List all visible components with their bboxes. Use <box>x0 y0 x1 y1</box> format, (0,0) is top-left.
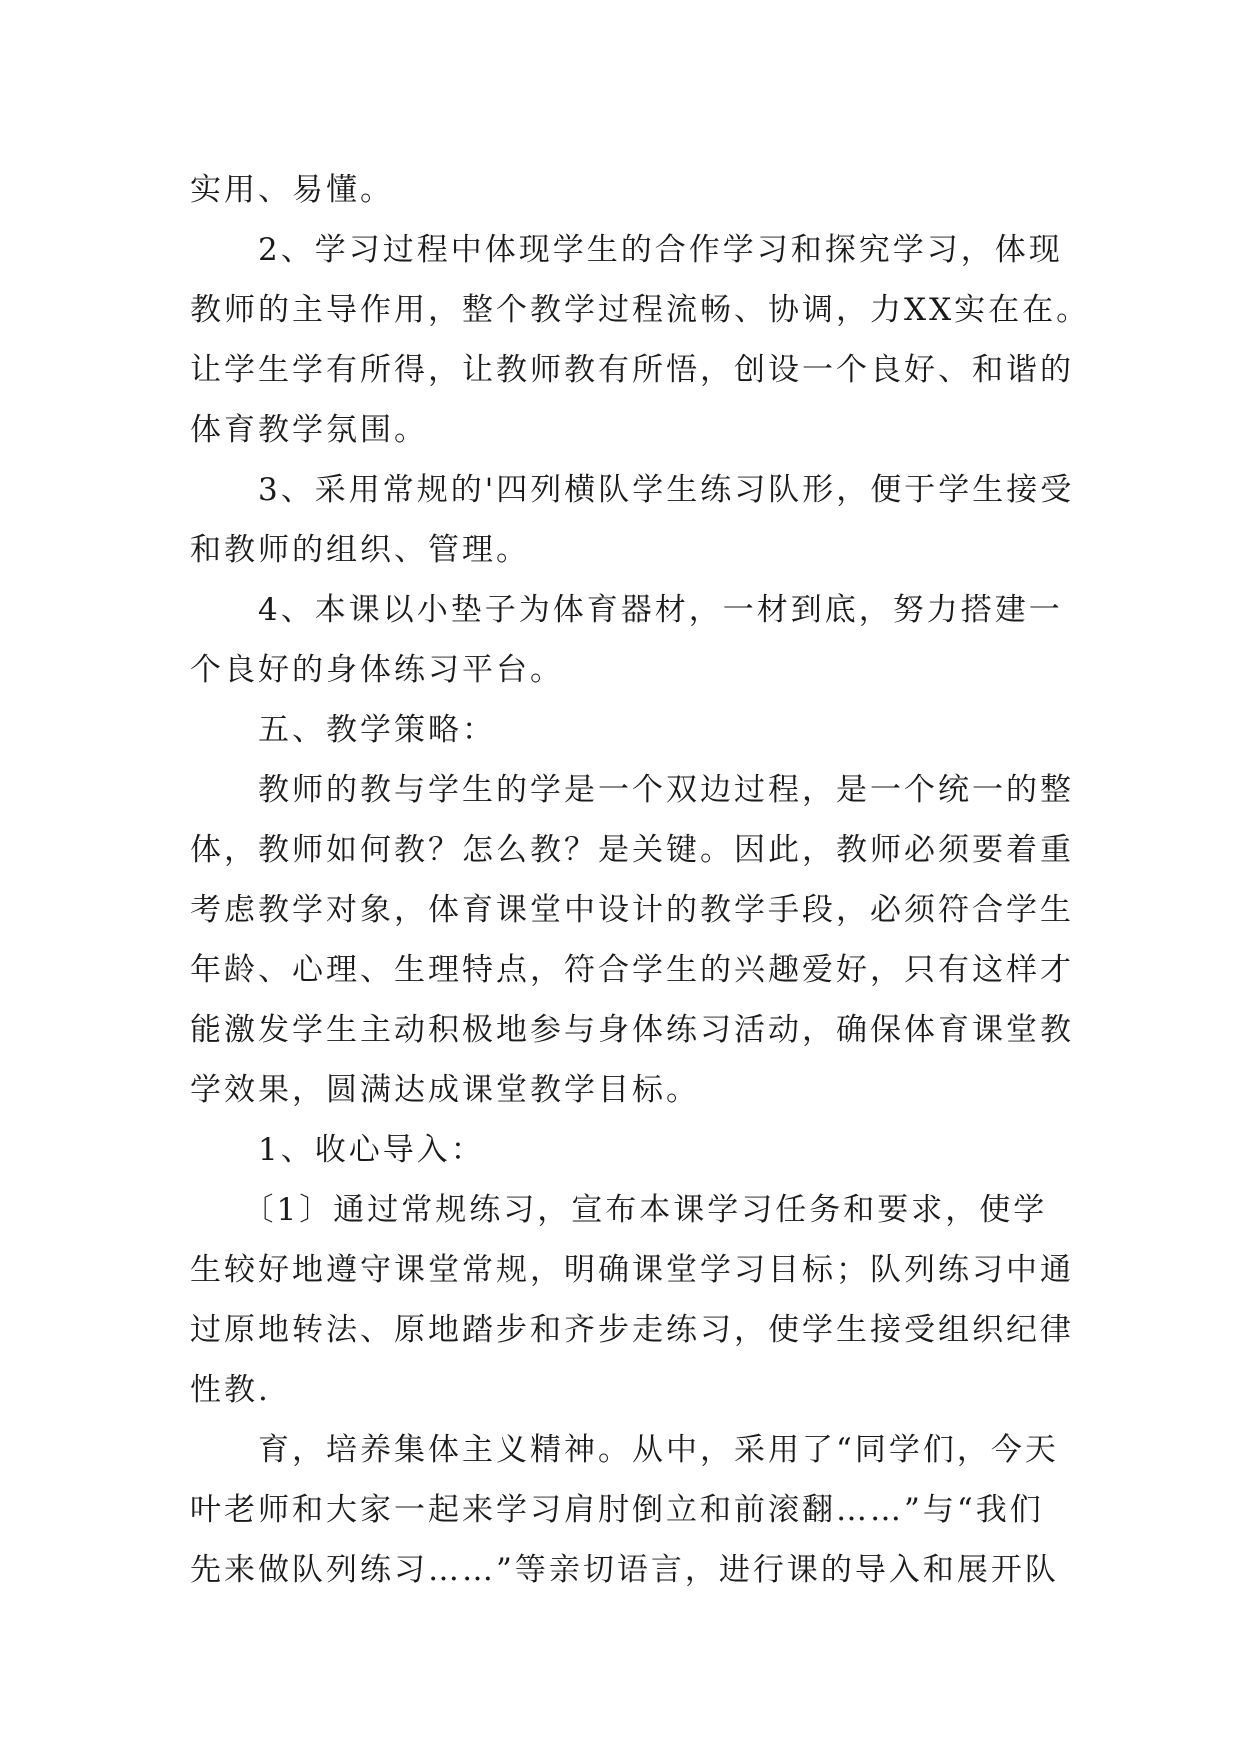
text-line: 年龄、心理、生理特点，符合学生的兴趣爱好，只有这样才 <box>190 952 1074 988</box>
text-line: 教师的主导作用，整个教学过程流畅、协调，力XX实在在。 <box>190 292 1091 328</box>
text-line: 生较好地遵守课堂常规，明确课堂学习目标；队列练习中通 <box>190 1252 1074 1288</box>
text-line: 体育教学氛围。 <box>190 412 428 448</box>
section-heading: 五、教学策略： <box>190 712 496 748</box>
text-line: 性教. <box>190 1372 271 1408</box>
text-line: 2、学习过程中体现学生的合作学习和探究学习，体现 <box>190 232 1063 268</box>
text-line: 和教师的组织、管理。 <box>190 532 530 568</box>
text-line: 考虑教学对象，体育课堂中设计的教学手段，必须符合学生 <box>190 892 1074 928</box>
text-line: 实用、易懂。 <box>190 172 394 208</box>
text-line: 育，培养集体主义精神。从中，采用了“同学们，今天 <box>190 1432 1059 1468</box>
document-body <box>190 160 1091 1600</box>
text-line: 先来做队列练习……”等亲切语言，进行课的导入和展开队 <box>190 1552 1059 1588</box>
text-line: 教师的教与学生的学是一个双边过程，是一个统一的整 <box>190 772 1074 808</box>
text-line: 能激发学生主动积极地参与身体练习活动，确保体育课堂教 <box>190 1012 1074 1048</box>
text-line: 4、本课以小垫子为体育器材，一材到底，努力搭建一 <box>190 592 1063 628</box>
text-line: 学效果，圆满达成课堂教学目标。 <box>190 1072 700 1108</box>
text-line: 〔1〕通过常规练习，宣布本课学习任务和要求，使学 <box>190 1192 1048 1228</box>
text-line: 体，教师如何教？怎么教？是关键。因此，教师必须要着重 <box>190 832 1074 868</box>
subsection-heading: 1、收心导入： <box>190 1132 485 1168</box>
text-line: 3、采用常规的'四列横队学生练习队形，便于学生接受 <box>190 472 1075 508</box>
text-line: 过原地转法、原地踏步和齐步走练习，使学生接受组织纪律 <box>190 1312 1074 1348</box>
text-line: 让学生学有所得，让教师教有所悟，创设一个良好、和谐的 <box>190 352 1074 388</box>
text-line: 叶老师和大家一起来学习肩肘倒立和前滚翻……”与“我们 <box>190 1492 1044 1528</box>
text-line: 个良好的身体练习平台。 <box>190 652 564 688</box>
